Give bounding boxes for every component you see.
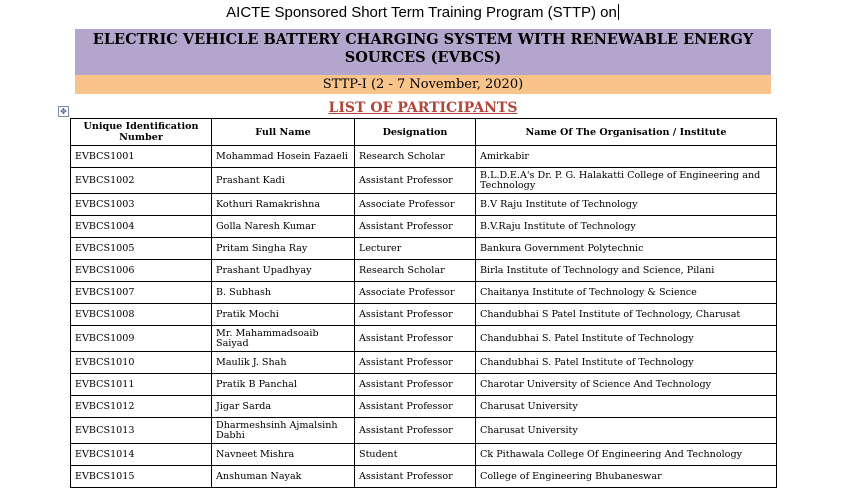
participant-name-cell: Pratik B Panchal: [212, 374, 355, 396]
column-header-organisation: Name Of The Organisation / Institute: [476, 119, 777, 146]
table-row: [71, 374, 777, 396]
document-heading: [0, 4, 845, 21]
participant-organisation-cell: Chandubhai S. Patel Institute of Technology: [476, 326, 777, 352]
program-title-line-1: ELECTRIC VEHICLE BATTERY CHARGING SYSTEM WITH RENEWABLE ENERGY: [92, 31, 754, 48]
participant-name-cell: Dharmeshsinh Ajmalsinh Dabhi: [212, 418, 355, 444]
text-cursor: [618, 4, 619, 20]
participant-organisation-cell: Charotar University of Science And Technology: [476, 374, 777, 396]
participants-table: [70, 118, 777, 488]
participant-designation-cell: Assistant Professor: [355, 418, 476, 444]
table-move-handle-icon[interactable]: ✥: [58, 106, 69, 117]
participant-name-cell: Prashant Kadi: [212, 168, 355, 194]
participant-id-cell: EVBCS1009: [71, 326, 212, 352]
participant-designation-cell: Research Scholar: [355, 260, 476, 282]
participant-designation-cell: Assistant Professor: [355, 326, 476, 352]
participant-name-cell: Maulik J. Shah: [212, 352, 355, 374]
table-row: [71, 216, 777, 238]
table-header-row: [71, 119, 777, 146]
heading-text: AICTE Sponsored Short Term Training Program (STTP) on: [226, 4, 617, 21]
participant-designation-cell: Associate Professor: [355, 194, 476, 216]
participant-designation-cell: Student: [355, 444, 476, 466]
participant-name-cell: Anshuman Nayak: [212, 466, 355, 488]
participant-organisation-cell: B.L.D.E.A's Dr. P. G. Halakatti College of Engineering and Technology: [476, 168, 777, 194]
participant-organisation-cell: Chandubhai S. Patel Institute of Technology: [476, 352, 777, 374]
participant-name-cell: Kothuri Ramakrishna: [212, 194, 355, 216]
table-row: [71, 418, 777, 444]
table-row: [71, 194, 777, 216]
table-row: [71, 466, 777, 488]
participant-organisation-cell: Chaitanya Institute of Technology & Science: [476, 282, 777, 304]
column-header-name: Full Name: [212, 119, 355, 146]
participant-organisation-cell: Birla Institute of Technology and Science, Pilani: [476, 260, 777, 282]
table-row: [71, 304, 777, 326]
participant-id-cell: EVBCS1003: [71, 194, 212, 216]
participant-id-cell: EVBCS1008: [71, 304, 212, 326]
table-row: [71, 352, 777, 374]
participant-name-cell: Navneet Mishra: [212, 444, 355, 466]
participant-organisation-cell: Ck Pithawala College Of Engineering And Technology: [476, 444, 777, 466]
column-header-designation: Designation: [355, 119, 476, 146]
table-row: [71, 444, 777, 466]
participant-organisation-cell: Amirkabir: [476, 146, 777, 168]
participant-id-cell: EVBCS1007: [71, 282, 212, 304]
participant-id-cell: EVBCS1011: [71, 374, 212, 396]
participant-id-cell: EVBCS1014: [71, 444, 212, 466]
table-row: [71, 260, 777, 282]
participant-designation-cell: Assistant Professor: [355, 216, 476, 238]
table-row: [71, 146, 777, 168]
participant-designation-cell: Assistant Professor: [355, 466, 476, 488]
participant-designation-cell: Assistant Professor: [355, 396, 476, 418]
participant-organisation-cell: B.V.Raju Institute of Technology: [476, 216, 777, 238]
program-date-banner: STTP-I (2 - 7 November, 2020): [75, 75, 771, 94]
participant-organisation-cell: B.V Raju Institute of Technology: [476, 194, 777, 216]
participant-designation-cell: Assistant Professor: [355, 304, 476, 326]
participant-name-cell: Prashant Upadhyay: [212, 260, 355, 282]
participant-id-cell: EVBCS1002: [71, 168, 212, 194]
list-title: LIST OF PARTICIPANTS: [328, 100, 518, 116]
participant-id-cell: EVBCS1004: [71, 216, 212, 238]
participant-name-cell: Mr. Mahammadsoaib Saiyad: [212, 326, 355, 352]
program-title-line-2: SOURCES (EVBCS): [344, 49, 502, 66]
participant-id-cell: EVBCS1006: [71, 260, 212, 282]
column-header-id: Unique Identification Number: [71, 119, 212, 146]
participant-id-cell: EVBCS1015: [71, 466, 212, 488]
participant-id-cell: EVBCS1013: [71, 418, 212, 444]
participant-id-cell: EVBCS1010: [71, 352, 212, 374]
participant-id-cell: EVBCS1005: [71, 238, 212, 260]
participant-organisation-cell: Bankura Government Polytechnic: [476, 238, 777, 260]
participant-organisation-cell: College of Engineering Bhubaneswar: [476, 466, 777, 488]
table-row: [71, 168, 777, 194]
participant-organisation-cell: Chandubhai S Patel Institute of Technology, Charusat: [476, 304, 777, 326]
table-row: [71, 396, 777, 418]
participant-organisation-cell: Charusat University: [476, 418, 777, 444]
table-row: [71, 238, 777, 260]
table-row: [71, 326, 777, 352]
program-title-banner: [75, 29, 771, 75]
participant-designation-cell: Associate Professor: [355, 282, 476, 304]
table-row: [71, 282, 777, 304]
participant-designation-cell: Assistant Professor: [355, 352, 476, 374]
participant-id-cell: EVBCS1001: [71, 146, 212, 168]
participant-name-cell: Pritam Singha Ray: [212, 238, 355, 260]
participant-name-cell: Pratik Mochi: [212, 304, 355, 326]
participant-designation-cell: Lecturer: [355, 238, 476, 260]
participant-name-cell: Golla Naresh Kumar: [212, 216, 355, 238]
participant-designation-cell: Research Scholar: [355, 146, 476, 168]
participant-name-cell: Jigar Sarda: [212, 396, 355, 418]
participant-name-cell: B. Subhash: [212, 282, 355, 304]
participant-organisation-cell: Charusat University: [476, 396, 777, 418]
participant-name-cell: Mohammad Hosein Fazaeli: [212, 146, 355, 168]
participant-designation-cell: Assistant Professor: [355, 374, 476, 396]
participant-designation-cell: Assistant Professor: [355, 168, 476, 194]
participant-id-cell: EVBCS1012: [71, 396, 212, 418]
